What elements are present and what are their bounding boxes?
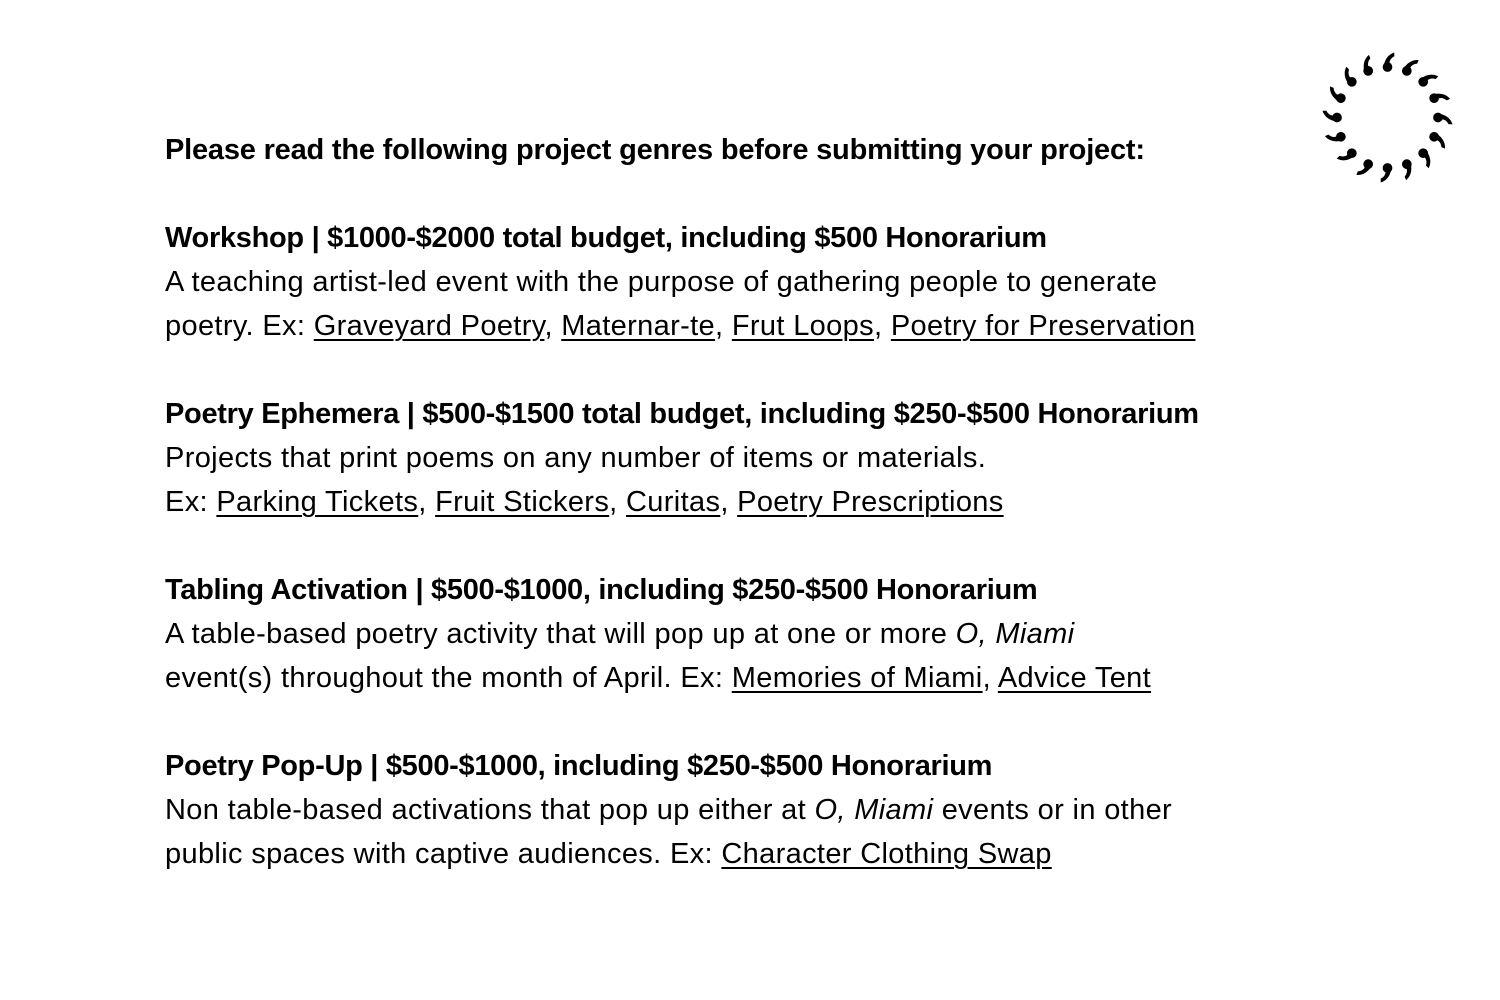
- quote-mark-glyph: [1337, 145, 1359, 167]
- example-link-fruit-stickers[interactable]: Fruit Stickers: [435, 486, 610, 518]
- genre-description: [165, 436, 1365, 524]
- genre-title: Poetry Pop-Up | $500-$1000, including $250-$500 Honorarium: [165, 750, 993, 782]
- example-prefix: Ex:: [165, 486, 217, 518]
- quote-mark-glyph: [1428, 88, 1450, 106]
- genre-title: Poetry Ephemera | $500-$1500 total budget, including $250-$500 Honorarium: [165, 398, 1199, 430]
- quote-mark-glyph: [1416, 68, 1438, 90]
- quote-ring: [1322, 52, 1452, 182]
- genre-description-text: A table-based poetry activity that will pop up at one or more: [165, 618, 956, 650]
- example-link-maternar-te[interactable]: Maternar-te: [561, 310, 716, 342]
- separator: ,: [544, 310, 562, 342]
- o-miami-name: O, Miami: [955, 618, 1075, 650]
- separator: ,: [720, 486, 738, 518]
- intro-heading: Please read the following project genres before submitting your project:: [165, 134, 1145, 166]
- quote-mark-glyph: [1415, 146, 1437, 168]
- genre-description-text: Projects that print poems on any number of items or materials.: [165, 442, 987, 474]
- genre-section-workshop: [165, 216, 1365, 348]
- project-genres-content: [165, 128, 1365, 876]
- genre-description-text: A teaching artist-led event with the purpose of gathering people to generate: [165, 266, 1158, 298]
- genre-section-poetry-pop-up: [165, 744, 1365, 876]
- genre-description: [165, 260, 1365, 348]
- example-link-frut-loops[interactable]: Frut Loops: [731, 310, 874, 342]
- example-prefix: public spaces with captive audiences. Ex:: [165, 838, 722, 870]
- example-link-graveyard-poetry[interactable]: Graveyard Poetry: [313, 310, 545, 342]
- example-link-character-clothing-swap[interactable]: Character Clothing Swap: [721, 838, 1052, 870]
- quote-mark-glyph: [1338, 67, 1360, 89]
- separator: ,: [873, 310, 891, 342]
- example-link-poetry-for-preservation[interactable]: Poetry for Preservation: [890, 310, 1196, 342]
- quote-mark-glyph: [1325, 129, 1347, 147]
- quote-mark-glyph: [1326, 86, 1348, 104]
- o-miami-name: O, Miami: [814, 794, 934, 826]
- example-link-poetry-prescriptions[interactable]: Poetry Prescriptions: [737, 486, 1004, 518]
- genre-description: [165, 788, 1365, 876]
- genre-title: Workshop | $1000-$2000 total budget, including $500 Honorarium: [165, 222, 1047, 254]
- example-prefix: poetry. Ex:: [165, 310, 314, 342]
- quote-mark-ring-logo-icon: [1305, 35, 1470, 200]
- genre-section-poetry-ephemera: [165, 392, 1365, 524]
- genre-title: Tabling Activation | $500-$1000, including $250-$500 Honorarium: [165, 574, 1038, 606]
- quote-mark-glyph: [1433, 113, 1452, 125]
- separator: ,: [715, 310, 732, 342]
- quote-mark-glyph: [1322, 111, 1341, 123]
- genre-description-text: Non table-based activations that pop up either at: [165, 794, 815, 826]
- genre-section-tabling-activation: [165, 568, 1365, 700]
- example-link-parking-tickets[interactable]: Parking Tickets: [216, 486, 419, 518]
- separator: ,: [609, 486, 626, 518]
- quote-mark-glyph: [1356, 157, 1374, 179]
- genre-description: [165, 612, 1365, 700]
- quote-mark-glyph: [1358, 55, 1376, 77]
- genre-description-text: events or in other: [933, 794, 1173, 826]
- quote-mark-glyph: [1381, 163, 1393, 182]
- separator: ,: [982, 662, 998, 694]
- quote-mark-glyph: [1399, 158, 1417, 180]
- example-link-curitas[interactable]: Curitas: [626, 486, 721, 518]
- example-prefix: event(s) throughout the month of April. Ex:: [165, 662, 732, 694]
- example-link-memories-of-miami[interactable]: Memories of Miami: [731, 662, 983, 694]
- quote-mark-glyph: [1400, 56, 1418, 78]
- example-link-advice-tent[interactable]: Advice Tent: [997, 662, 1152, 694]
- quote-mark-glyph: [1427, 130, 1449, 148]
- quote-mark-glyph: [1383, 52, 1395, 71]
- separator: ,: [418, 486, 436, 518]
